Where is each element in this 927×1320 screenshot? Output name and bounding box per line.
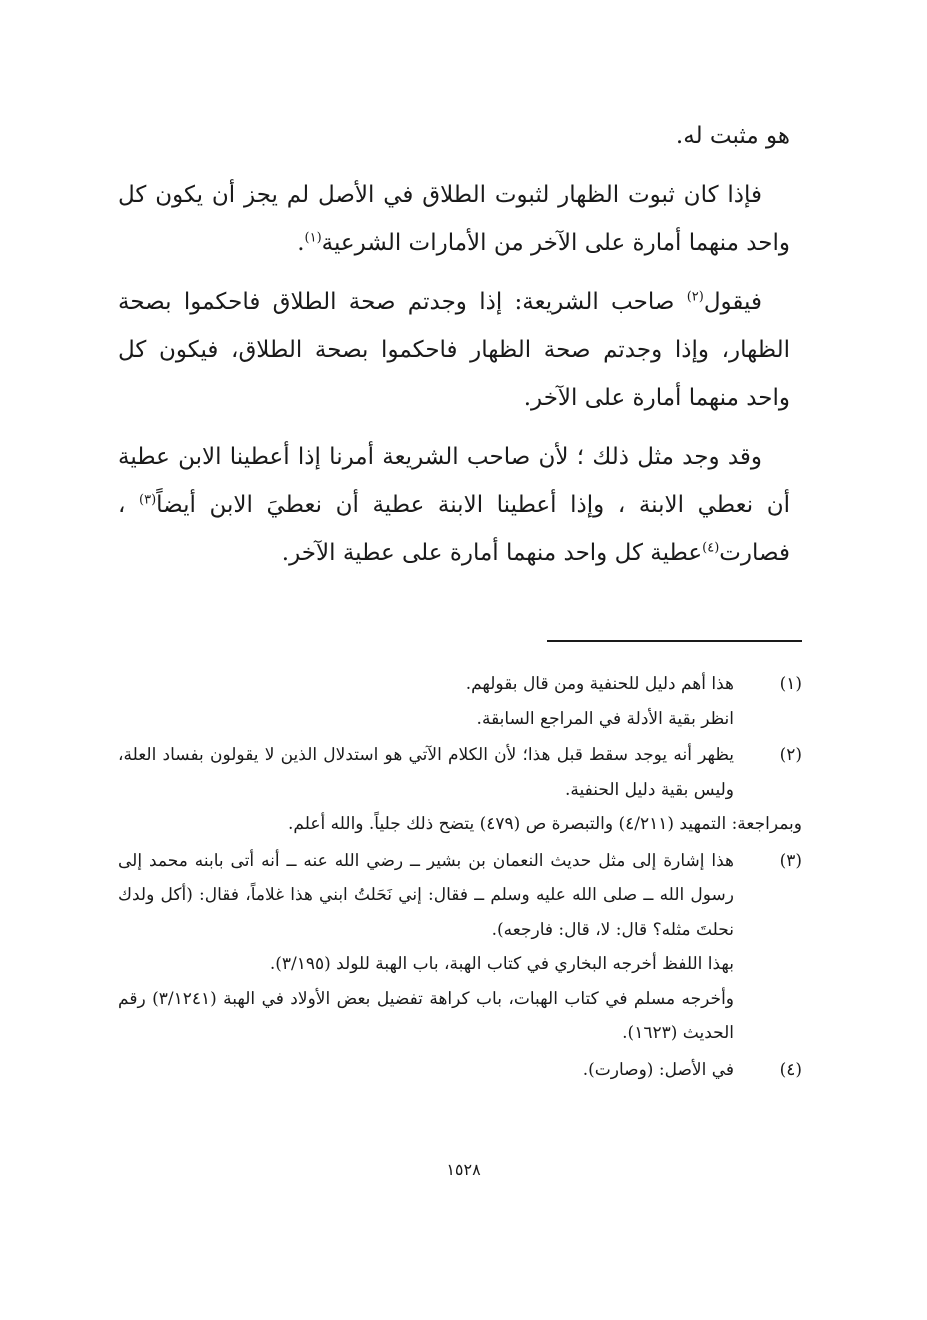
footnote-line: وأخرجه مسلم في كتاب الهبات، باب كراهة تفضيل بعض الأولاد في الهبة (٣/١٢٤١) رقم الحديث (١٦٢٣). bbox=[118, 988, 735, 1043]
footnote-4 bbox=[118, 1053, 802, 1088]
page-number: ١٥٢٨ bbox=[446, 1160, 481, 1179]
footnote-line: وبمراجعة: التمهيد (٤/٢١١) والتبصرة ص (٤٧٩) يتضح ذلك جلياً. والله أعلم. bbox=[288, 814, 802, 834]
paragraph-3 bbox=[118, 278, 790, 422]
paragraph-1-text: هو مثبت له. bbox=[675, 123, 790, 149]
footnotes bbox=[118, 667, 802, 1089]
footnote-line: هذا إشارة إلى مثل حديث النعمان بن بشير ــ رضي الله عنه ــ أنه أتى بابنه محمد إلى رسول الله ــ صلى الله عليه وسلم ــ فقال: إني نَحَلتُ ابني هذا غلاماً، فقال: (أكل ولدك نحلتَ مثله؟ قال: لا، قال: فارجعه). bbox=[118, 850, 734, 940]
paragraph-2 bbox=[118, 171, 790, 267]
footnote-ref-3[interactable]: (٣) bbox=[139, 492, 157, 508]
footnote-line: بهذا اللفظ أخرجه البخاري في كتاب الهبة، باب الهبة للولد (٣/١٩٥). bbox=[269, 954, 734, 974]
footnote-ref-1[interactable]: (١) bbox=[304, 230, 322, 246]
footnote-number: (١) bbox=[779, 674, 802, 694]
paragraph-1 bbox=[118, 112, 790, 160]
footnote-body bbox=[118, 1053, 734, 1088]
footnote-line: في الأصل: (وصارت). bbox=[582, 1059, 734, 1080]
footnote-number: (٣) bbox=[779, 850, 802, 871]
footnote-line: انظر بقية الأدلة في المراجع السابقة. bbox=[476, 708, 734, 729]
footnote-body bbox=[118, 738, 802, 842]
paragraph-4-part-a: وقد وجد مثل ذلك ؛ لأن صاحب الشريعة أمرنا إذا أعطينا الابن عطية أن نعطي الابنة ، وإذا أعطينا الابنة عطية أن نعطيَ الابن أيضاً bbox=[118, 444, 791, 518]
paragraph-4-part-b: ، فصارت bbox=[118, 492, 790, 566]
footnote-1 bbox=[118, 667, 802, 736]
footnote-separator bbox=[547, 640, 802, 642]
footnote-line: هذا أهم دليل للحنفية ومن قال بقولهم. bbox=[465, 674, 734, 694]
footnote-body bbox=[118, 667, 734, 736]
paragraph-3-start: فيقول bbox=[703, 289, 762, 315]
paragraph-2-end: . bbox=[297, 230, 305, 256]
footnote-line: يظهر أنه يوجد سقط قبل هذا؛ لأن الكلام الآتي هو استدلال الذين لا يقولون بفساد العلة، وليس بقية دليل الحنفية. bbox=[118, 745, 734, 800]
footnote-number: (٢) bbox=[779, 745, 802, 765]
footnote-number: (٤) bbox=[779, 1059, 802, 1080]
paragraph-4-part-c: عطية كل واحد منهما أمارة على عطية الآخر. bbox=[281, 540, 703, 566]
footnote-ref-2[interactable]: (٢) bbox=[686, 289, 704, 305]
footnote-2 bbox=[118, 738, 802, 842]
footnote-ref-4[interactable]: (٤) bbox=[702, 540, 720, 556]
paragraph-2-text: فإذا كان ثبوت الظهار لثبوت الطلاق في الأصل لم يجز أن يكون كل واحد منهما أمارة على الآخر من الأمارات الشرعية bbox=[118, 182, 790, 256]
paragraph-3-text: صاحب الشريعة: إذا وجدتم صحة الطلاق فاحكموا بصحة الظهار، وإذا وجدتم صحة الظهار فاحكموا بصحة الطلاق، فيكون كل واحد منهما أمارة على الآخر. bbox=[118, 289, 790, 411]
main-text bbox=[118, 112, 790, 588]
footnote-body bbox=[118, 844, 734, 1051]
paragraph-4 bbox=[118, 433, 790, 577]
footnote-3 bbox=[118, 844, 802, 1051]
